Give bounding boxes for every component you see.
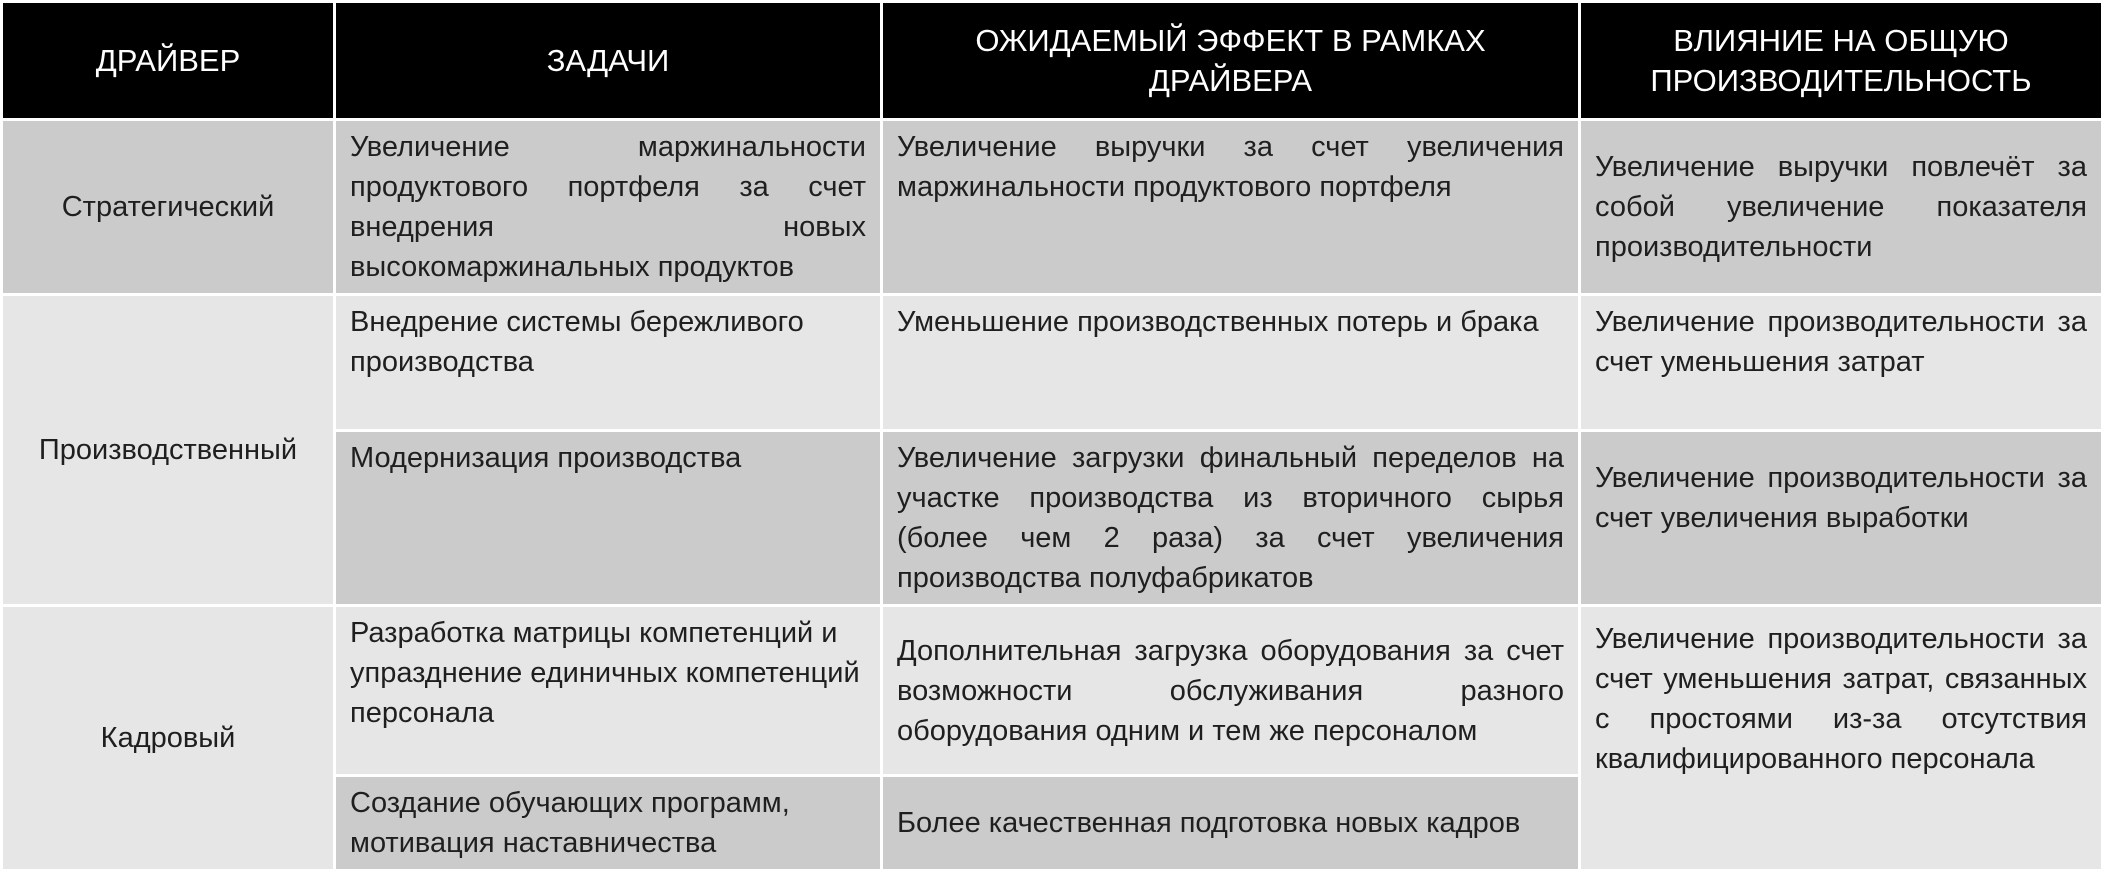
table-row-production-1 (2, 295, 2103, 431)
effect-cell: Увеличение выручки за счет увеличения маржинальности продуктового портфеля (882, 120, 1580, 295)
header-overall-impact: ВЛИЯНИЕ НА ОБЩУЮ ПРОИЗВОДИТЕЛЬНОСТЬ (1580, 2, 2103, 120)
driver-cell-hr: Кадровый (2, 606, 335, 871)
table-row-hr-1 (2, 606, 2103, 776)
impact-cell: Увеличение производительности за счет уменьшения затрат (1580, 295, 2103, 431)
impact-cell: Увеличение выручки повлечёт за собой увеличение показателя производительности (1580, 120, 2103, 295)
task-cell: Увеличение маржинальности продуктового портфеля за счет внедрения новых высокомаржинальных продуктов (335, 120, 882, 295)
task-cell: Разработка матрицы компетенций и упразднение единичных компетенций персонала (335, 606, 882, 776)
table-header (2, 2, 2103, 120)
effect-cell: Более качественная подготовка новых кадров (882, 776, 1580, 871)
task-cell: Создание обучающих программ, мотивация наставничества (335, 776, 882, 871)
header-tasks: ЗАДАЧИ (335, 2, 882, 120)
effect-cell: Уменьшение производственных потерь и брака (882, 295, 1580, 431)
task-cell: Внедрение системы бережливого производства (335, 295, 882, 431)
task-cell: Модернизация производства (335, 431, 882, 606)
table-body (2, 120, 2103, 871)
impact-cell: Увеличение производительности за счет уменьшения затрат, связанных с простоями из-за отсутствия квалифицированного персонала (1580, 606, 2103, 871)
header-row (2, 2, 2103, 120)
driver-cell-production: Производственный (2, 295, 335, 606)
header-driver: ДРАЙВЕР (2, 2, 335, 120)
effect-cell: Дополнительная загрузка оборудования за счет возможности обслуживания разного оборудования одним и тем же персоналом (882, 606, 1580, 776)
table-row-strategic (2, 120, 2103, 295)
effect-cell: Увеличение загрузки финальный переделов на участке производства из вторичного сырья (более чем 2 раза) за счет увеличения производства полуфабрикатов (882, 431, 1580, 606)
header-expected-effect: ОЖИДАЕМЫЙ ЭФФЕКТ В РАМКАХ ДРАЙВЕРА (882, 2, 1580, 120)
impact-cell: Увеличение производительности за счет увеличения выработки (1580, 431, 2103, 606)
driver-cell-strategic: Стратегический (2, 120, 335, 295)
